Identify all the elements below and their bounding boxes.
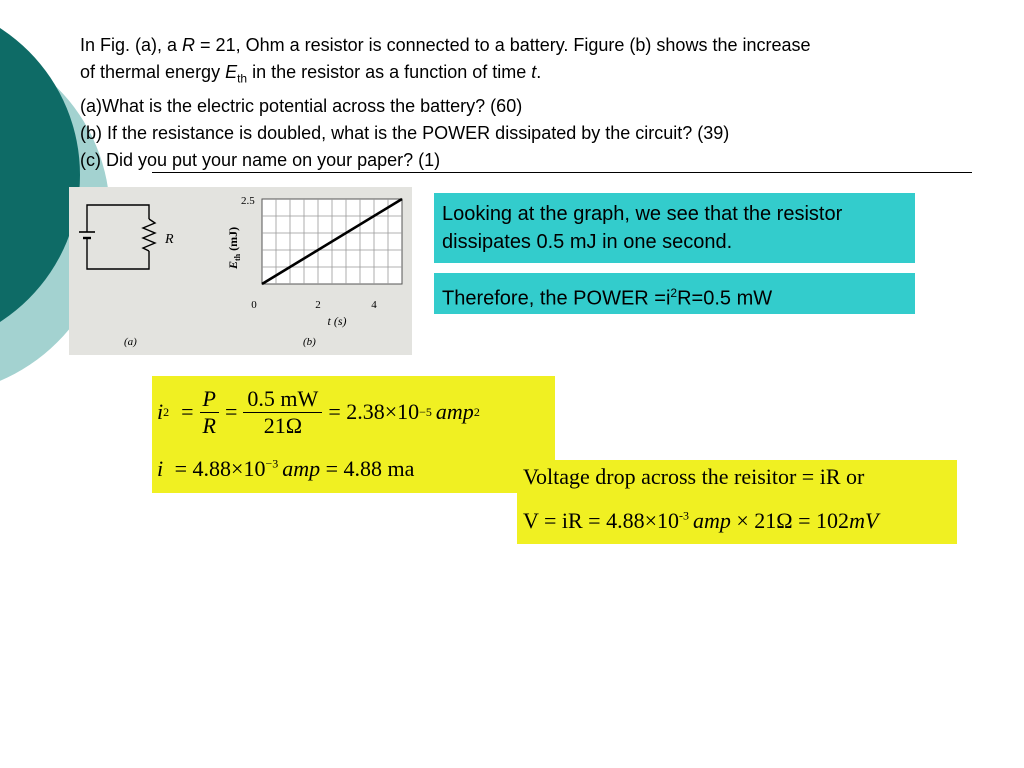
- circuit-diagram: [79, 205, 174, 348]
- underline-rule: [152, 172, 972, 173]
- question-a: (a)What is the electric potential across the battery? (60): [80, 95, 523, 116]
- problem-statement: [80, 32, 1015, 174]
- graph-observation-text: Looking at the graph, we see that the resistor dissipates 0.5 mJ in one second.: [442, 203, 843, 253]
- battery-symbol: [79, 222, 95, 245]
- xtick-0: 0: [251, 299, 257, 311]
- question-b: (b) If the resistance is doubled, what is the POWER dissipated by the circuit? (39): [80, 122, 730, 143]
- current-calculation-box: [152, 376, 555, 493]
- resistor-zigzag: [143, 219, 155, 251]
- voltage-line-2: V = iR = $4.88\times 10^{-3}$ amp × 21Ω = 102mV: [523, 508, 879, 533]
- xtick-4: 4: [371, 299, 377, 311]
- x-axis-label: t (s): [327, 314, 347, 328]
- fig-label-b: (b): [303, 336, 316, 348]
- equation-i-squared: i 2 = $\frac{P}{R}$ = $\frac{0.5 mW}{21\Omega}$ = 2.38×10 −5 amp 2: [157, 385, 480, 438]
- voltage-line-1: Voltage drop across the reisitor = iR or: [523, 464, 865, 489]
- power-conclusion-box: Therefore, the POWER $=i^2R=0.5$ mW: [434, 273, 915, 314]
- y-axis-label: $E_{th}$ (mJ): [226, 226, 242, 269]
- xtick-2: 2: [315, 299, 321, 311]
- voltage-calculation-box: [517, 460, 957, 544]
- problem-line-2: of thermal energy $E_{th}$ in the resistor as a function of time t.: [80, 62, 542, 86]
- question-c: (c) Did you put your name on your paper? (1): [80, 149, 441, 170]
- equation-i: $i = 4.88\times 10^{-3}$ amp = 4.88 ma: [157, 456, 415, 481]
- graph-observation-box: [434, 193, 915, 263]
- energy-graph: [226, 195, 402, 348]
- fig-label-a: (a): [124, 336, 137, 348]
- figure-panel: [69, 187, 412, 355]
- ytick-top: 2.5: [241, 195, 255, 207]
- resistor-label: R: [165, 232, 174, 247]
- problem-line-1: In Fig. (a), a R = 21, Ohm a resistor is connected to a battery. Figure (b) shows the increase: [80, 35, 811, 55]
